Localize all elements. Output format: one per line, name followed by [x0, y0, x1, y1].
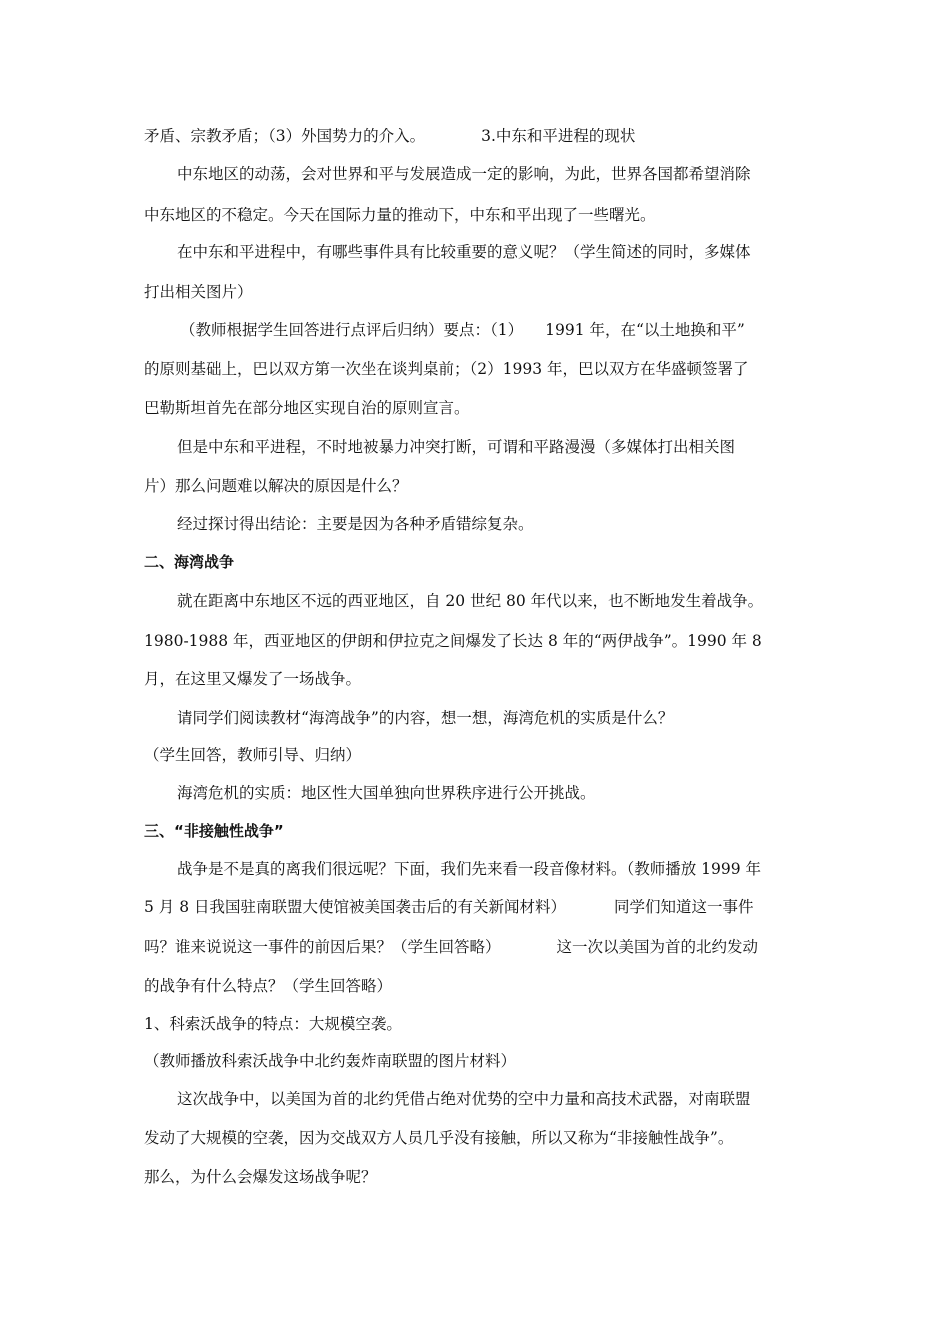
- paragraph-line: [180, 320, 745, 340]
- paragraph-line: 经过探讨得出结论：主要是因为各种矛盾错综复杂。: [177, 515, 534, 533]
- text-span: 1991 年，在“以土地换和平”: [545, 321, 745, 339]
- paragraph-line: 在中东和平进程中，有哪些事件具有比较重要的意义呢？（学生简述的同时，多媒体: [177, 243, 751, 261]
- paragraph-line: 片）那么问题难以解决的原因是什么？: [144, 477, 408, 495]
- paragraph-line: [144, 897, 754, 917]
- paragraph-line: 战争是不是真的离我们很远呢？下面，我们先来看一段音像材料。（教师播放 1999 年: [177, 860, 762, 878]
- paragraph-line: 发动了大规模的空袭，因为交战双方人员几乎没有接触，所以又称为“非接触性战争”。: [144, 1129, 734, 1147]
- paragraph-line: [144, 937, 758, 957]
- section-heading-gulf-war: 二、海湾战争: [144, 553, 235, 571]
- paragraph-line: 中东地区的动荡，会对世界和平与发展造成一定的影响，为此，世界各国都希望消除: [177, 165, 751, 183]
- text-span: 吗？谁来说说这一事件的前因后果？（学生回答略）: [144, 938, 501, 956]
- paragraph-line: 请同学们阅读教材“海湾战争”的内容，想一想，海湾危机的实质是什么？: [177, 709, 674, 727]
- paragraph-line: 那么，为什么会爆发这场战争呢？: [144, 1168, 377, 1186]
- paragraph-line: 海湾危机的实质：地区性大国单独向世界秩序进行公开挑战。: [177, 784, 596, 802]
- paragraph-line: 1、科索沃战争的特点：大规模空袭。: [144, 1015, 402, 1033]
- paragraph-line: 的战争有什么特点？（学生回答略）: [144, 977, 393, 995]
- text-span: （教师根据学生回答进行点评后归纳）要点：（1）: [180, 321, 524, 339]
- paragraph-line: 但是中东和平进程，不时地被暴力冲突打断，可谓和平路漫漫（多媒体打出相关图: [177, 438, 736, 456]
- paragraph-line: （教师播放科索沃战争中北约轰炸南联盟的图片材料）: [144, 1052, 517, 1070]
- paragraph-line: 就在距离中东地区不远的西亚地区，自 20 世纪 80 年代以来，也不断地发生着战争。: [177, 592, 764, 610]
- paragraph-line: （学生回答，教师引导、归纳）: [144, 746, 362, 764]
- paragraph-line: 月，在这里又爆发了一场战争。: [144, 670, 362, 688]
- paragraph-line: 这次战争中，以美国为首的北约凭借占绝对优势的空中力量和高技术武器，对南联盟: [177, 1090, 751, 1108]
- text-span: 同学们知道这一事件: [614, 898, 754, 916]
- paragraph-line: 的原则基础上，巴以双方第一次坐在谈判桌前；（2）1993 年，巴以双方在华盛顿签署了: [144, 360, 749, 378]
- text-span: 这一次以美国为首的北约发动: [556, 938, 759, 956]
- paragraph-line: [144, 126, 635, 146]
- paragraph-line: 1980-1988 年，西亚地区的伊朗和伊拉克之间爆发了长达 8 年的“两伊战争”。1990 年 8: [144, 632, 762, 650]
- section-heading-non-contact-war: 三、“非接触性战争”: [144, 822, 284, 840]
- paragraph-line: 巴勒斯坦首先在部分地区实现自治的原则宣言。: [144, 399, 470, 417]
- paragraph-line: 打出相关图片）: [144, 283, 253, 301]
- text-span: 矛盾、宗教矛盾；（3）外国势力的介入。: [144, 127, 426, 145]
- paragraph-line: 中东地区的不稳定。今天在国际力量的推动下，中东和平出现了一些曙光。: [144, 206, 656, 224]
- text-span: 5 月 8 日我国驻南联盟大使馆被美国袭击后的有关新闻材料）: [144, 898, 567, 916]
- subheading-text: 3.中东和平进程的现状: [481, 127, 636, 145]
